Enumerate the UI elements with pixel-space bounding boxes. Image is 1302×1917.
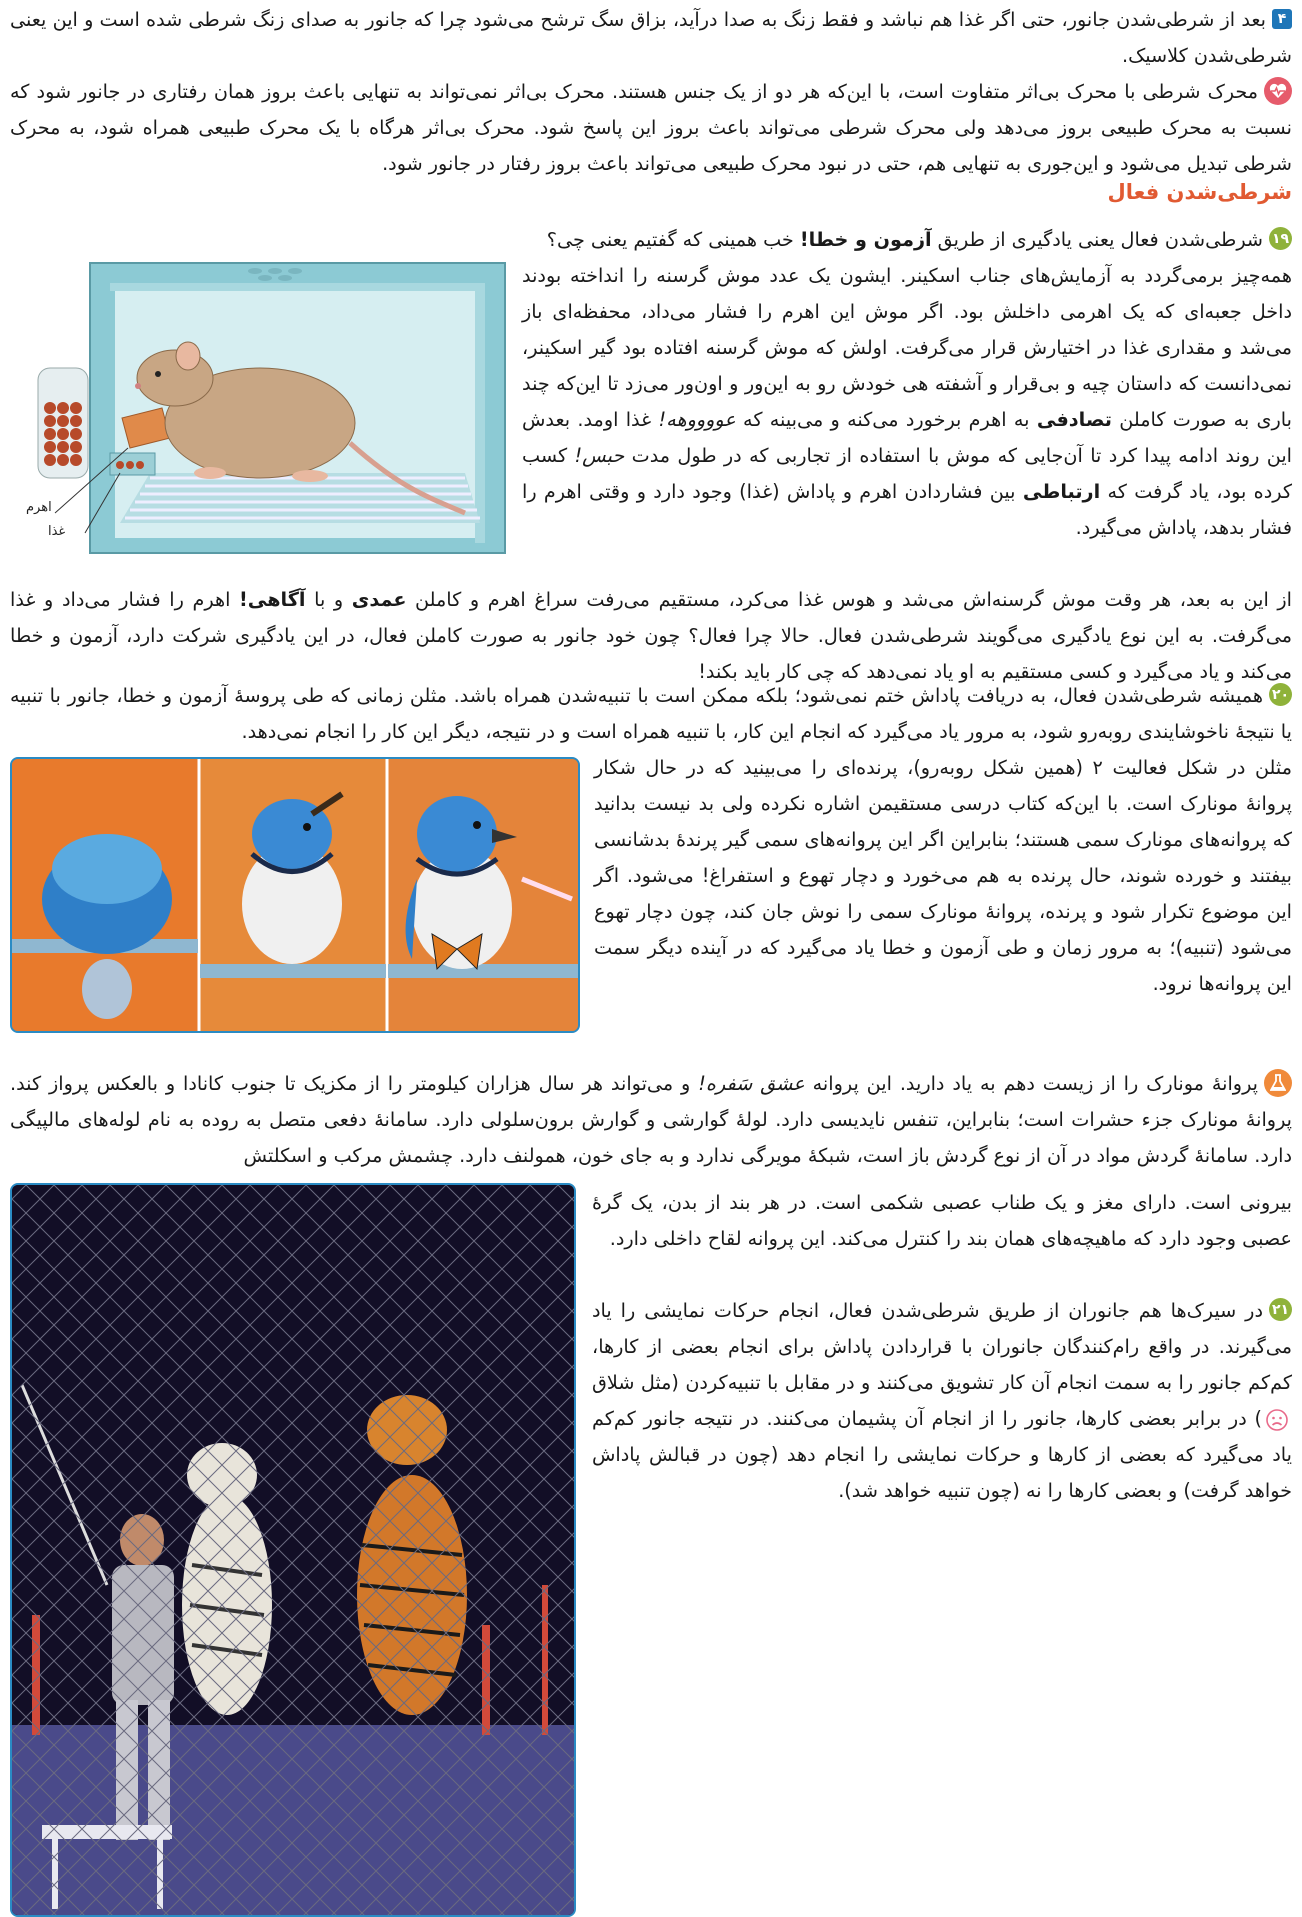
p21-text-b: ) در برابر بعضی کارها، جانور را از انجام آن پشیمان می‌کنند. در نتیجه جانور کم‌کم یاد می‌گیرد که بعضی از کارها و حرکات نمایشی را انجام دهد (چون در قبالش پاداش خواهد گرفت) و بعضی کارها را نه (چون تنبیه خواهد شد). <box>592 1407 1292 1502</box>
heart-note <box>10 74 1292 182</box>
p21-text-a: در سیرک‌ها هم جانوران از طریق شرطی‌شدن فعال، انجام حرکات نمایشی را یاد می‌گیرند. در واقع رام‌کنندگان جانوران با قراردادن پاداش برای انجام بعضی از کارها، کم‌کم جانور را به سمت انجام آن کار تشویق می‌کنند و در مقابل با تنبیه‌کردن (مثل شلاق <box>592 1299 1292 1394</box>
after-bold-1: عمدی <box>351 588 407 611</box>
paragraph-4 <box>10 2 1292 74</box>
monarch-text-b: و می‌تواند هر سال هزاران کیلومتر را از مکزیک تا جنوب کانادا و بالعکس پرواز کند. پروانهٔ مونارک جزء حشرات است؛ بنابراین، تنفس نایدیسی دارد. لولهٔ گوارشی و گوارش برون‌سلولی دارد. سامانهٔ دفعی متصل به روده به نام لوله‌های مالپیگی دارد. سامانهٔ گردش مواد در آن از نوع گردش باز است، شبکهٔ مویرگی ندارد و به جای خون، همولنف دارد. چشمش مرکب و اسکلتش <box>10 1072 1292 1167</box>
monarch-paragraph <box>10 1066 1292 1174</box>
blue-jay-photo <box>10 757 580 1033</box>
monarch-text-a: پروانهٔ مونارک را از زیست دهم به یاد دارید. این پروانه <box>804 1072 1258 1095</box>
number-badge-21: ۲۱ <box>1269 1298 1292 1321</box>
after-text-c: اهرم را فشار می‌داد و غذا می‌گرفت. به این نوع یادگیری می‌گویند شرطی‌شدن فعال. حالا چرا فعال؟ چون خود جانور به صورت کاملن فعال، در این یادگیری شرکت دارد، آزمون و خطا می‌کند و یاد می‌گیرد و کسی مستقیم به او یاد نمی‌دهد که چی کار باید بکند! <box>10 588 1292 683</box>
paragraph-20-text: همیشه شرطی‌شدن فعال، به دریافت پاداش ختم نمی‌شود؛ بلکه ممکن است با تنبیه‌شدن همراه باشد. مثلن زمانی که طی پروسهٔ آزمون و خطا، جانور با تنبیه یا نتیجهٔ ناخوشایندی روبه‌رو شود، به مرور یاد می‌گیرد که انجام این کار، با تنبیه همراه است و در نتیجه، دیگر این کار را انجام نمی‌دهد. <box>10 684 1292 743</box>
p19-bold: آزمون و خطا! <box>799 228 932 251</box>
skinner-italic-1: عووووهه! <box>658 408 736 431</box>
skinner-text-b: به اهرم برخورد می‌کنه و می‌بینه که <box>735 408 1037 431</box>
after-text-b: و با <box>305 588 352 611</box>
skinner-paragraph <box>522 258 1292 546</box>
number-badge-19: ۱۹ <box>1269 227 1292 250</box>
paragraph-4-text: بعد از شرطی‌شدن جانور، حتی اگر غذا هم نباشد و فقط زنگ به صدا درآید، بزاق سگ ترشح می‌شود چرا که جانور به صدای زنگ شرطی شده است و این یعنی شرطی‌شدن کلاسیک. <box>10 8 1292 67</box>
monarch-italic: عشق سَفره! <box>698 1072 805 1095</box>
skinner-text-e: بین فشاردادن اهرم و پاداش (غذا) وجود دارد و وقتی اهرم را فشار بدهد، پاداش می‌گیرد. <box>522 480 1292 539</box>
paragraph-19-intro <box>10 222 1292 258</box>
after-bold-2: آگاهی! <box>239 588 306 611</box>
skinner-bold-random: تصادفی <box>1036 408 1112 431</box>
skinner-italic-2: حبس! <box>574 444 625 467</box>
section-heading: شرطی‌شدن فعال <box>1107 180 1292 204</box>
monarch-continuation: بیرونی است. دارای مغز و یک طناب عصبی شکمی است. در هر بند از بدن، یک گرهٔ عصبی وجود دارد که ماهیچه‌های همان بند را کنترل می‌کند. این پروانه لقاح داخلی دارد. <box>592 1191 1292 1250</box>
number-badge-20: ۲۰ <box>1269 683 1292 706</box>
p19-text-b: خب همینی که گفتیم یعنی چی؟ <box>546 228 800 251</box>
after-text-a: از این به بعد، هر وقت موش گرسنه‌اش می‌شد و هوس غذا می‌کرد، مستقیم می‌رفت سراغ اهرم و کاملن <box>406 588 1292 611</box>
skinner-box-figure <box>10 258 522 558</box>
lever-label: اهرم <box>26 500 52 515</box>
after-paragraph <box>10 582 1292 690</box>
bird-paragraph: مثلن در شکل فعالیت ۲ (همین شکل روبه‌رو)، پرنده‌ای را می‌بینید که در حال شکار پروانهٔ مونارک است. با این‌که کتاب درسی مستقیمن اشاره نکرده ولی بد نیست بدانید که پروانه‌های مونارک سمی هستند؛ بنابراین اگر این پروانه‌های سمی گیر پرندهٔ بدشانسی بیفتند و خورده شوند، حال پرنده به هم می‌خورد و دچار تهوع و استفراغ! می‌شود. اگر این موضوع تکرار شود و پرنده، پروانهٔ مونارک سمی را نوش جان کند، چون دچار تهوع می‌شود (تنبیه)؛ به مرور زمان و طی آزمون و خطا یاد می‌گیرد که در آینده دیگر سمت این پروانه‌ها نرود. <box>594 756 1292 995</box>
skinner-text-a: همه‌چیز برمی‌گردد به آزمایش‌های جناب اسکینر. ایشون یک عدد موش گرسنه را انداخته بودند داخل جعبه‌ای که یک اهرمی داخلش بود. اگر موش این اهرم را فشار می‌داد، محفظه‌ای باز می‌شد و مقداری غذا در اختیارش قرار می‌گرفت. اولش که موش گرسنه افتاده بود گیر اسکینر، نمی‌دانست که داستان چیه و بی‌قرار و آشفته هی خودش رو به این‌ور و اون‌ور می‌زد تا این‌که چند باری به صورت کاملن <box>522 264 1292 431</box>
skinner-bold-relation: ارتباطی <box>1022 480 1101 503</box>
skinner-text-d: کسب کرده بود، یاد گرفت که <box>522 444 1292 503</box>
flask-icon <box>1264 1069 1292 1097</box>
skinner-text-c: غذا اومد. بعدش این روند ادامه پیدا کرد تا آن‌جایی که موش با استفاده از تجاربی که در طول مدت <box>522 408 1292 467</box>
heart-note-text: محرک شرطی با محرک بی‌اثر متفاوت است، با این‌که هر دو از یک جنس هستند. محرک بی‌اثر نمی‌تواند به تنهایی باعث بروز همان رفتاری در جانور شود که نسبت به محرک طبیعی بروز می‌دهد ولی محرک شرطی می‌تواند باعث بروز این پاسخ شود. محرک بی‌اثر هرگاه با یک محرک طبیعی همراه شود، به محرک شرطی تبدیل می‌شود و این‌جوری به تنهایی هم، حتی در نبود محرک طبیعی می‌تواند باعث بروز رفتار در جانور شود. <box>10 80 1292 175</box>
food-label: غذا <box>48 524 66 539</box>
circus-tigers-photo <box>10 1183 576 1917</box>
paragraph-21 <box>592 1293 1292 1509</box>
number-badge-4: ۴ <box>1272 9 1292 29</box>
paragraph-20 <box>10 678 1292 750</box>
sad-face-icon <box>1265 1408 1289 1432</box>
p19-text-a: شرطی‌شدن فعال یعنی یادگیری از طریق <box>931 228 1263 251</box>
heart-pulse-icon <box>1264 77 1292 105</box>
